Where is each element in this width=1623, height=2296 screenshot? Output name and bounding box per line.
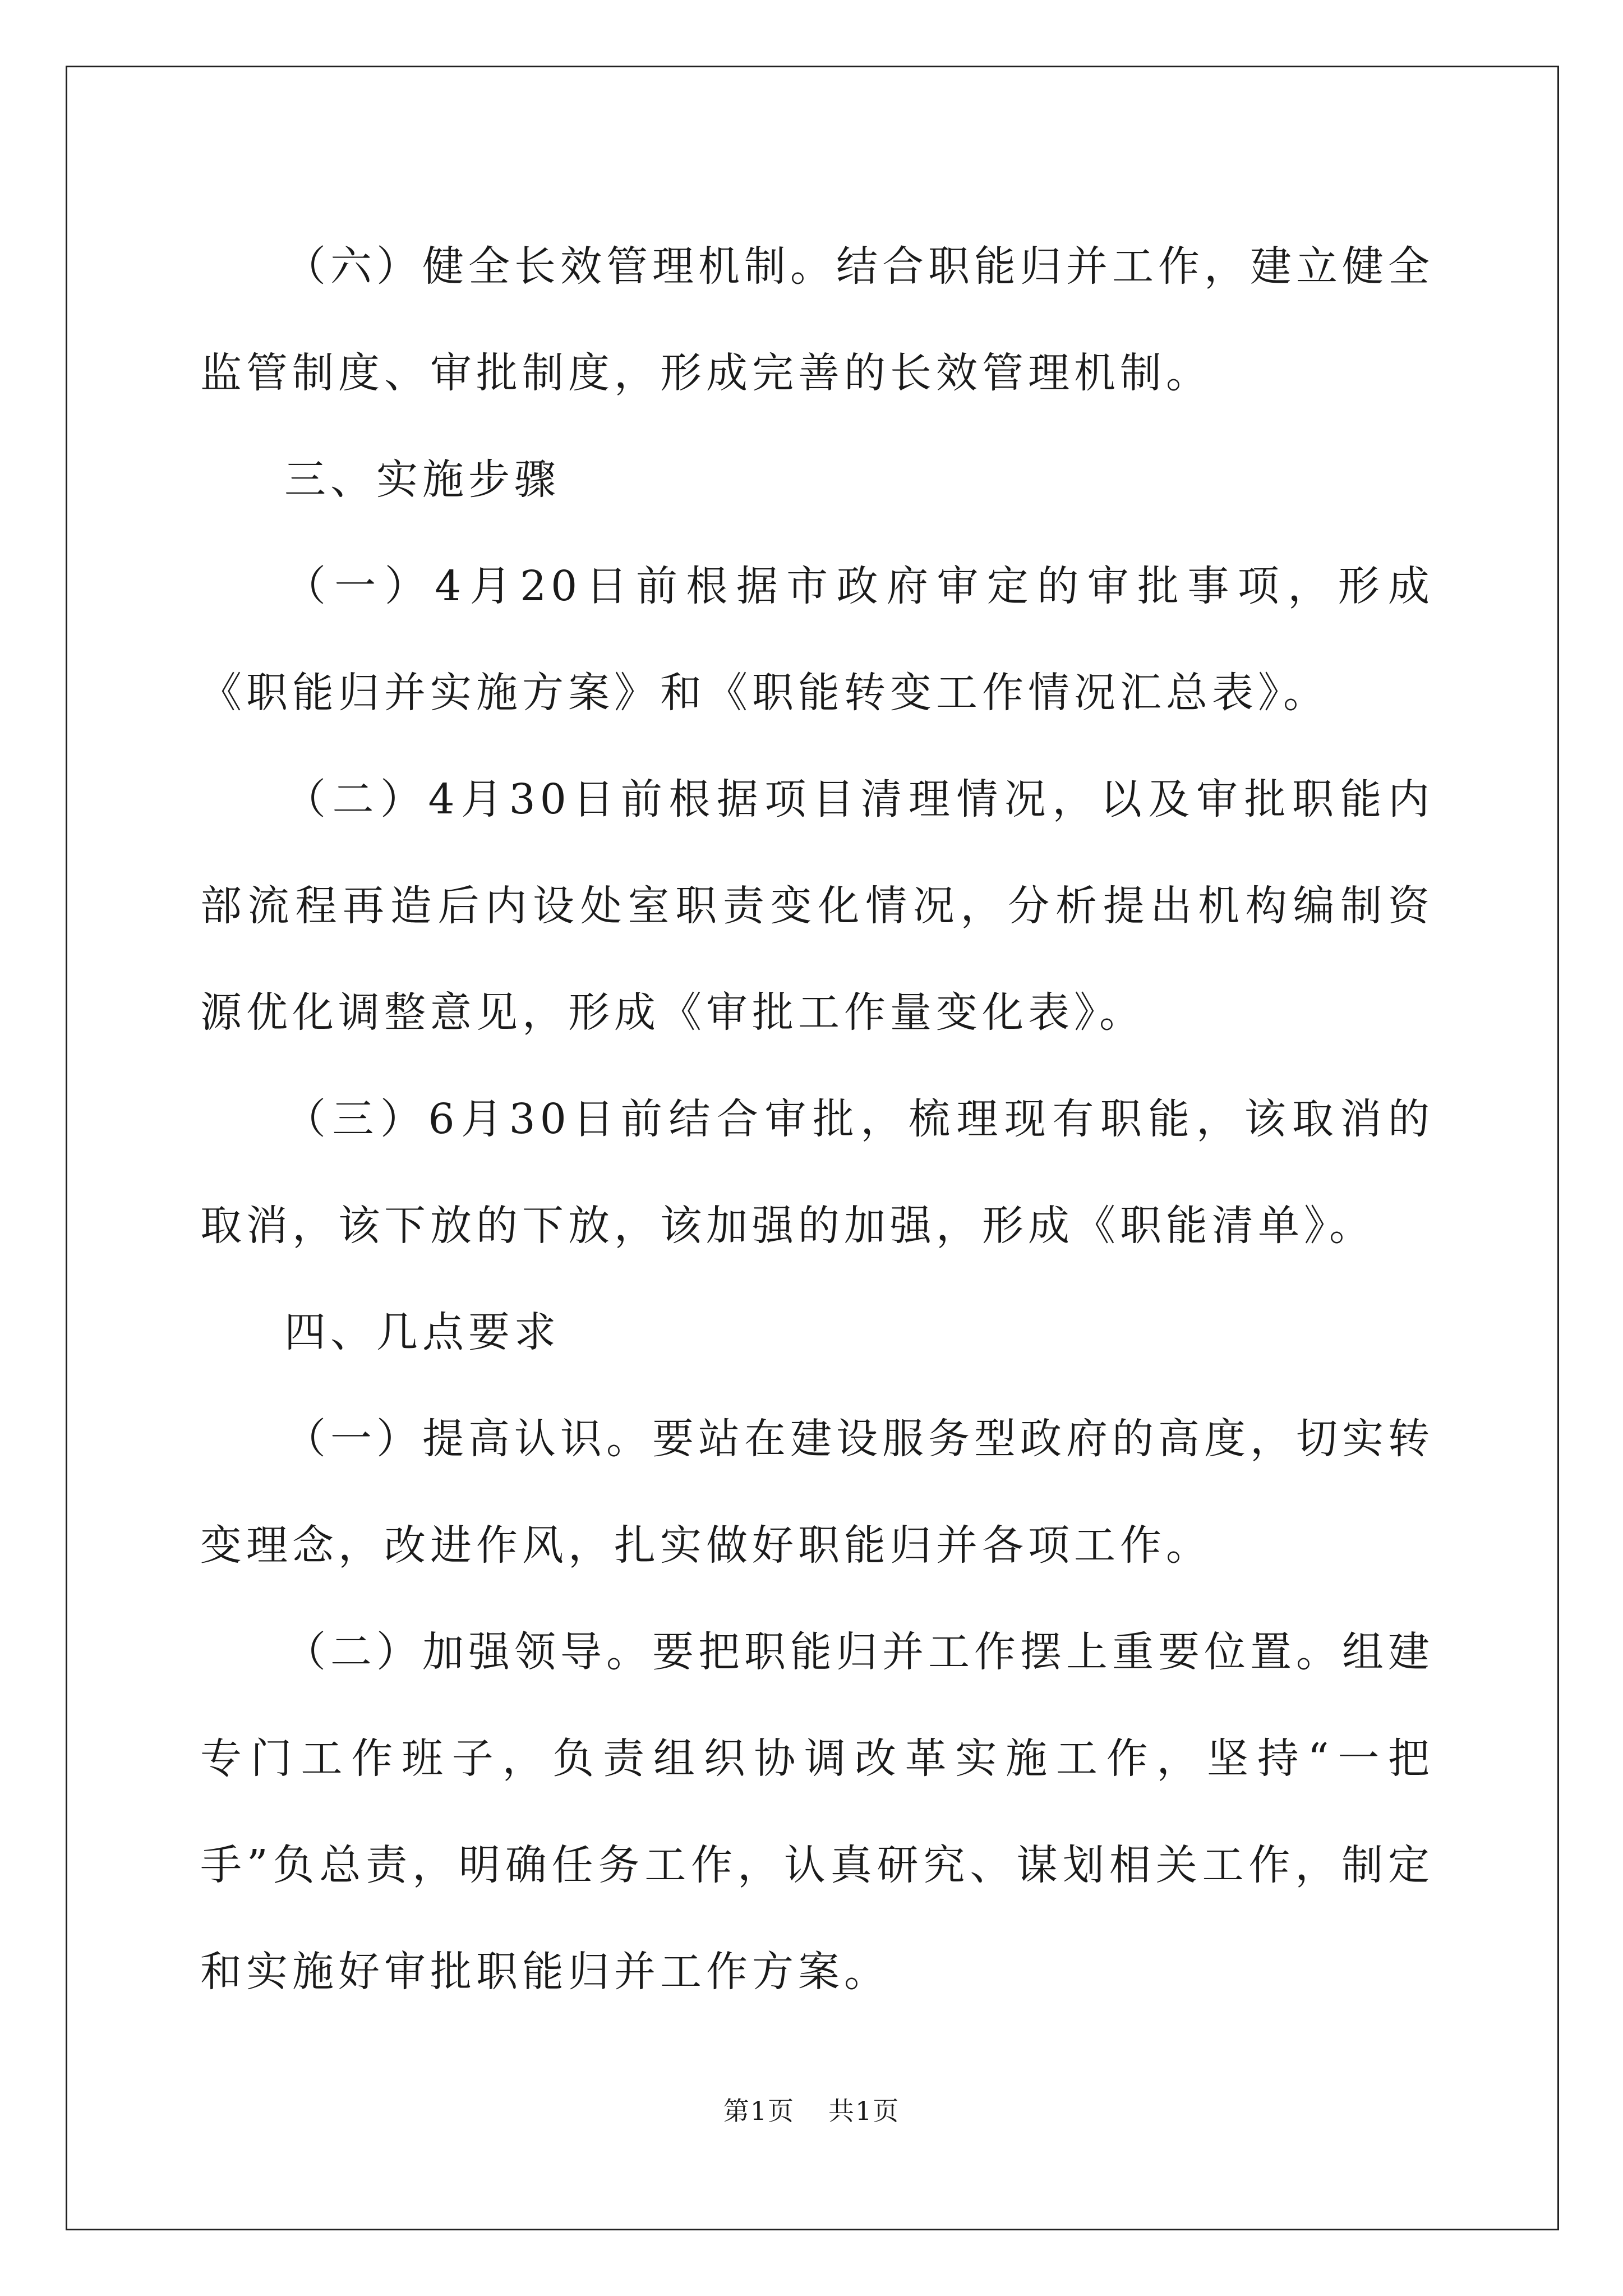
- paragraph-step-1: （一）4月20日前根据市政府审定的审批事项，形成《职能归并实施方案》和《职能转变工作情况汇总表》。: [200, 562, 1434, 717]
- page-number: 第1页: [723, 2096, 795, 2126]
- paragraph-step-2: （二）4月30日前根据项目清理情况，以及审批职能内部流程再造后内设处室职责变化情况，分析提出机构编制资源优化调整意见，形成《审批工作量变化表》。: [200, 775, 1434, 1037]
- paragraph-section-2-item-6: （六）健全长效管理机制。结合职能归并工作，建立健全监管制度、审批制度，形成完善的长效管理机制。: [200, 242, 1434, 397]
- page-footer: [0, 2091, 1623, 2128]
- heading-implementation-steps: 三、实施步骤: [284, 455, 560, 504]
- paragraph-requirement-2: （二）加强领导。要把职能归并工作摆上重要位置。组建专门工作班子，负责组织协调改革实施工作，坚持“一把手”负总责，明确任务工作，认真研究、谋划相关工作，制定和实施好审批职能归并工作方案。: [200, 1628, 1434, 1996]
- page-total: 共1页: [828, 2096, 900, 2126]
- document-body: [200, 213, 1434, 2025]
- paragraph-step-3: （三）6月30日前结合审批，梳理现有职能，该取消的取消，该下放的下放，该加强的加强，形成《职能清单》。: [200, 1095, 1434, 1250]
- heading-requirements: 四、几点要求: [284, 1308, 560, 1356]
- paragraph-requirement-1: （一）提高认识。要站在建设服务型政府的高度，切实转变理念，改进作风，扎实做好职能归并各项工作。: [200, 1415, 1434, 1570]
